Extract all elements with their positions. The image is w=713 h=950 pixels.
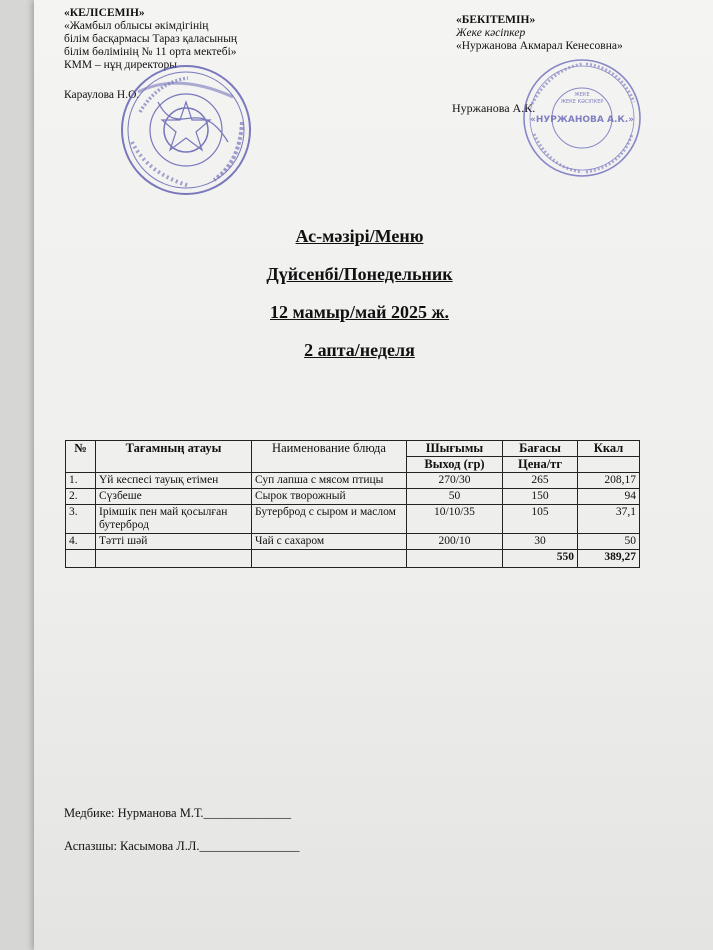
right-signer: Нуржанова А.К. [452,101,536,115]
left-signer: Караулова Н.О. [64,89,140,101]
menu-title: Ас-мәзірі/Меню [295,226,424,246]
row-yield: 10/10/35 [407,505,503,534]
table-row [66,473,640,489]
week-title: 2 апта/неделя [304,340,415,360]
row-name-ru: Суп лапша с мясом птицы [252,473,407,489]
row-num: 3. [66,505,96,534]
row-price: 150 [503,489,578,505]
left-approval-title: «КЕЛІСЕМІН» [64,7,145,19]
table-total-row [66,550,640,568]
row-num: 2. [66,489,96,505]
nurse-signature: Медбике: Нурманова М.Т.______________ [64,806,291,820]
stamp-sub: ЖЕКЕ КӘСІПКЕР [560,99,604,105]
row-num: 1. [66,473,96,489]
row-yield: 50 [407,489,503,505]
col-price-kz-header: Бағасы [503,441,578,457]
row-kcal: 37,1 [578,505,640,534]
row-yield: 200/10 [407,534,503,550]
left-approval-line: КММ – нұң директоры [64,59,177,71]
row-name-kz: Үй кеспесі тауық етімен [96,473,252,489]
total-kcal: 389,27 [578,550,640,568]
col-kcal-header: Ккал [578,441,640,457]
row-name-ru: Чай с сахаром [252,534,407,550]
svg-text:ЖЕКЕ: ЖЕКЕ [574,92,590,98]
left-approval-line: білім басқармасы Тараз қаласының [64,33,238,45]
row-price: 30 [503,534,578,550]
col-name-kz-header: Тағамның атауы [96,441,252,473]
col-yield-kz-header: Шығымы [407,441,503,457]
row-name-kz: Ірімшік пен май қосылған бутерброд [96,505,252,534]
col-kcal-sub-empty [578,457,640,473]
row-name-kz: Тәтті шәй [96,534,252,550]
right-approval-title: «БЕКІТЕМІН» [456,14,536,26]
left-approval-line: «Жамбыл облысы әкімдігінің [64,20,209,32]
school-seal-stamp [118,62,254,198]
day-title: Дүйсенбі/Понедельник [266,264,453,284]
left-approval-line: білім бөлімінің № 11 орта мектебі» [64,46,237,58]
row-yield: 270/30 [407,473,503,489]
row-price: 265 [503,473,578,489]
row-price: 105 [503,505,578,534]
row-num: 4. [66,534,96,550]
row-kcal: 50 [578,534,640,550]
date-title: 12 мамыр/май 2025 ж. [269,302,450,322]
table-header-row [66,441,640,457]
right-approval-block [456,14,623,53]
total-price: 550 [503,550,578,568]
stamp-text: «НУРЖАНОВА А.К.» [530,115,634,125]
cook-signature: Аспазшы: Касымова Л.Л.________________ [64,839,300,853]
menu-table [65,440,640,568]
right-approval-line: «Нуржанова Акмарал Кенесовна» [456,40,623,52]
table-row [66,534,640,550]
row-name-kz: Сүзбеше [96,489,252,505]
col-num-header: № [66,441,96,473]
row-kcal: 208,17 [578,473,640,489]
row-name-ru: Бутерброд с сыром и маслом [252,505,407,534]
right-approval-line: Жеке кәсіпкер [456,27,526,39]
row-name-ru: Сырок творожный [252,489,407,505]
row-kcal: 94 [578,489,640,505]
table-row [66,489,640,505]
col-price-ru-header: Цена/тг [503,457,578,473]
col-name-ru-header: Наименование блюда [252,441,407,473]
table-row [66,505,640,534]
col-yield-ru-header: Выход (гр) [407,457,503,473]
entrepreneur-seal-stamp [520,56,644,180]
